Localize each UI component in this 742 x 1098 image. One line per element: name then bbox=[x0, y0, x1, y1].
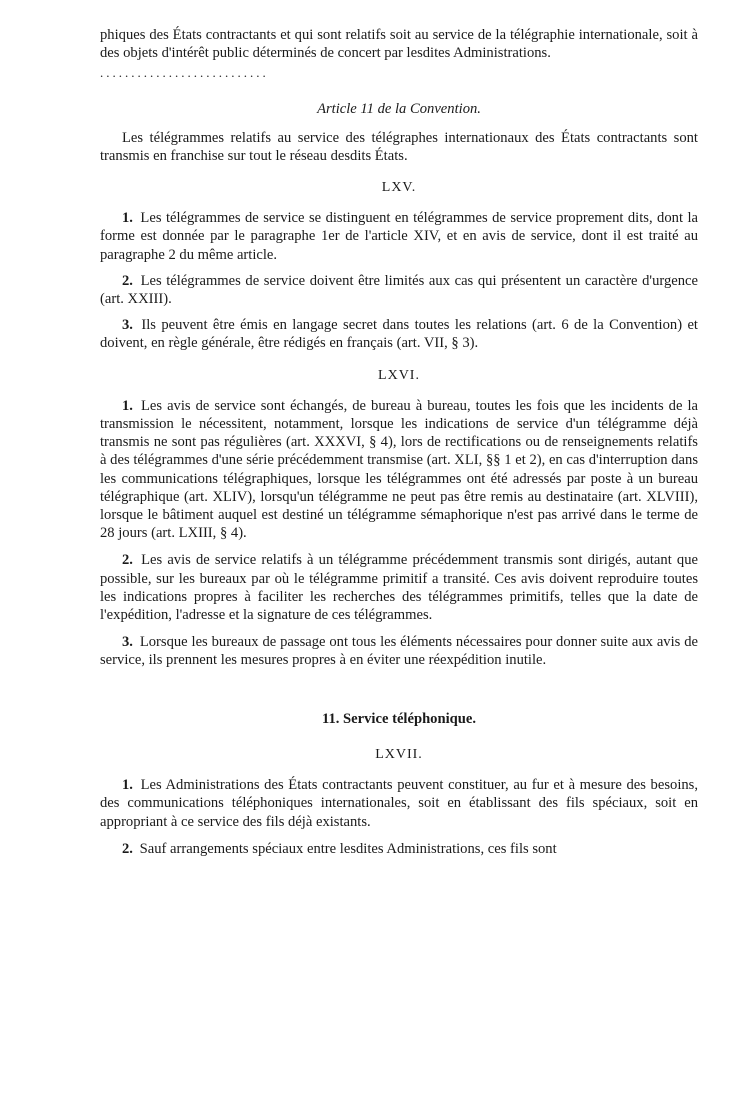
lxvii-item-1 bbox=[100, 776, 698, 831]
lxv-item-3 bbox=[100, 316, 698, 352]
lxvii-item-2 bbox=[100, 840, 698, 858]
item-number: 2. bbox=[122, 272, 133, 289]
item-text: Les avis de service sont échangés, de bureau à bureau, toutes les fois que les incidents de la transmission le nécessitent, notamment, lorsque les indications de service d'un télégramme déjà transmis ne sont pas régulières (art. XXXVI, § 4), lors de rectifications ou de renseignements relatifs à des télégrammes d'une série précédemment transmise (art. XLI, §§ 1 et 2), en cas d'interruption dans les communications télégraphiques, lorsque les télégrammes ont été adressés par poste à un bureau télégraphique (art. XLIV), lorsqu'un télégramme ne peut pas être remis au destinataire (art. XLVIII), lorsque le bâtiment auquel est destiné un télégramme sémaphorique n'est pas arrivé dans le terme de 28 jours (art. LXIII, § 4). bbox=[100, 397, 698, 542]
lxvi-item-2 bbox=[100, 551, 698, 624]
item-text: Les avis de service relatifs à un télégramme précédemment transmis sont dirigés, autant que possible, sur les bureaux par où le télégramme primitif a transité. Ces avis doivent reproduire toutes les indications propres à faciliter les recherches des télégrammes primitifs, telles que la date de l'expédition, l'adresse et la signature de ces télégrammes. bbox=[100, 552, 698, 624]
item-number: 2. bbox=[122, 552, 133, 569]
document-page bbox=[100, 26, 698, 858]
section-heading-lxvi: LXVI. bbox=[378, 367, 420, 383]
section-heading-lxvii: LXVII. bbox=[375, 746, 423, 762]
top-paragraph: phiques des États contractants et qui sont relatifs soit au service de la télégraphie internationale, soit à des objets d'intérêt public déterminés de concert par lesdites Administrations. bbox=[100, 27, 698, 62]
article-text: Les télégrammes relatifs au service des télégraphes internationaux des États contractants sont transmis en franchise sur tout le réseau desdits États. bbox=[100, 129, 698, 164]
section-heading-lxv: LXV. bbox=[381, 180, 417, 196]
item-text: Les Administrations des États contractants peuvent constituer, au fur et à mesure des besoins, des communications téléphoniques internationales, soit en établissant des fils spéciaux, soit en appropriant à ce service des fils déjà existants. bbox=[100, 777, 698, 830]
section-title: 11. Service téléphonique. bbox=[321, 710, 477, 727]
item-number: 1. bbox=[122, 777, 133, 794]
item-number: 1. bbox=[122, 397, 133, 414]
article-title: Article 11 de la Convention. bbox=[317, 101, 481, 118]
item-number: 2. bbox=[122, 840, 133, 857]
lxv-item-2 bbox=[100, 272, 698, 308]
lxv-item-1 bbox=[100, 209, 698, 264]
item-text: Sauf arrangements spéciaux entre lesdites Administrations, ces fils sont bbox=[139, 840, 557, 857]
item-number: 1. bbox=[122, 210, 133, 227]
item-number: 3. bbox=[122, 634, 133, 651]
item-number: 3. bbox=[122, 317, 133, 334]
lxvi-item-3 bbox=[100, 633, 698, 669]
item-text: Les télégrammes de service doivent être limités aux cas qui présentent un caractère d'urgence (art. XXIII). bbox=[100, 272, 698, 308]
lxvi-item-1 bbox=[100, 397, 698, 543]
ellipsis-dots: ........................... bbox=[100, 65, 269, 81]
item-text: Les télégrammes de service se distinguent en télégrammes de service proprement dits, dont la forme est donnée par le paragraphe 1er de l'article XIV, et en avis de service, dont il est traité au paragraphe 2 du même article. bbox=[100, 210, 698, 263]
item-text: Lorsque les bureaux de passage ont tous les éléments nécessaires pour donner suite aux avis de service, ils prennent les mesures propres à en éviter une réexpédition inutile. bbox=[100, 634, 698, 669]
item-text: Ils peuvent être émis en langage secret dans toutes les relations (art. 6 de la Convention) et doivent, en règle générale, être rédigés en français (art. VII, § 3). bbox=[100, 317, 698, 352]
